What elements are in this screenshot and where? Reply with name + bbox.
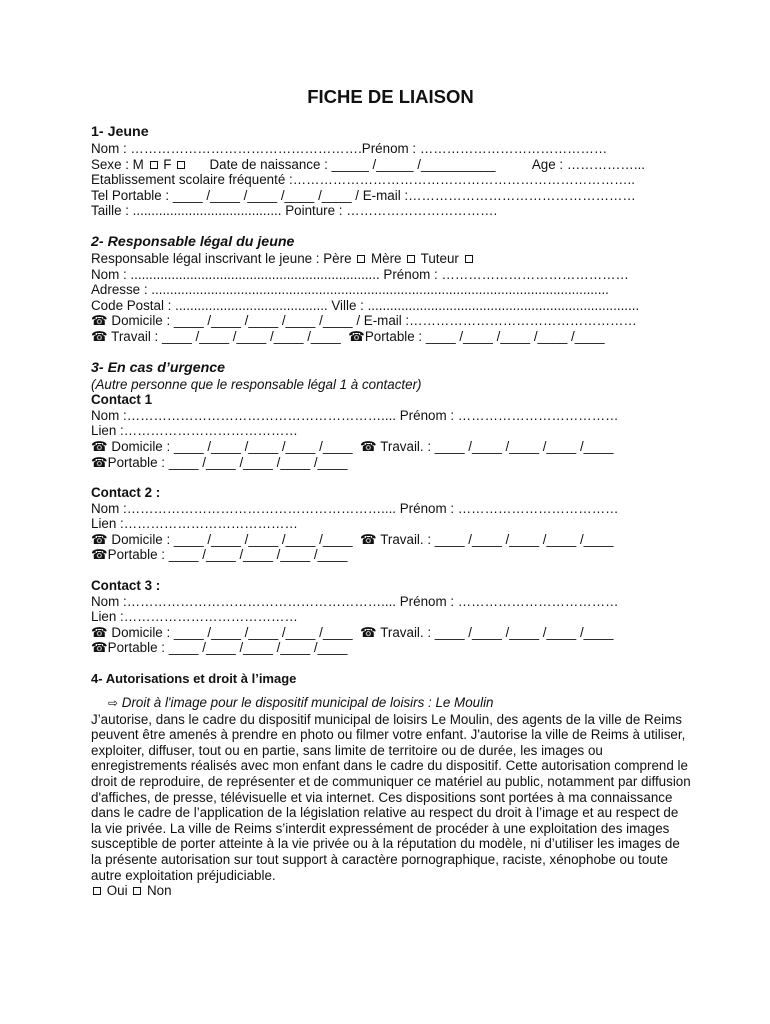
section-urgence bbox=[91, 360, 730, 657]
section-autorisations bbox=[91, 671, 730, 899]
section-jeune bbox=[91, 124, 730, 219]
section-heading-urgence: 3- En cas d’urgence bbox=[91, 359, 226, 376]
tel-email-field[interactable]: Tel Portable : ____ /____ /____ /____ /____ / E-mail :…………………………………………… bbox=[91, 187, 636, 203]
contact-label: Contact 1 bbox=[91, 392, 153, 408]
taille-pointure-field[interactable]: Taille : ........................................ Pointure : ……………………………. bbox=[91, 203, 498, 219]
checkbox-pere[interactable] bbox=[357, 255, 365, 263]
section-heading-autorisations: 4- Autorisations et droit à l’image bbox=[91, 671, 297, 687]
adresse-field[interactable]: Adresse : ........................................................................................................................... bbox=[91, 282, 609, 298]
contact-lien-field[interactable]: Lien :………………………………… bbox=[91, 423, 298, 439]
contact-nom-field[interactable]: Nom :………………………………………………….... Prénom : ……………………………… bbox=[91, 593, 619, 609]
section-heading-jeune: 1- Jeune bbox=[91, 124, 149, 140]
contact-portable-field[interactable]: ☎Portable : ____ /____ /____ /____ /____ bbox=[91, 454, 348, 470]
arrow-right-icon: ⇨ bbox=[108, 696, 119, 711]
travail-portable-field[interactable]: ☎ Travail : ____ /____ /____ /____ /____ ☎Portable : ____ /____ /____ /____ /____ bbox=[91, 328, 605, 344]
contact-label: Contact 2 : bbox=[91, 485, 161, 501]
contact-domicile-travail-field[interactable]: ☎ Domicile : ____ /____ /____ /____ /____ ☎ Travail. : ____ /____ /____ /____ /____ bbox=[91, 531, 614, 547]
checkbox-non[interactable] bbox=[133, 887, 141, 895]
responsable-type-field[interactable]: Responsable légal inscrivant le jeune : Père Mère Tuteur bbox=[91, 251, 730, 267]
contact-domicile-travail-field[interactable]: ☎ Domicile : ____ /____ /____ /____ /____ ☎ Travail. : ____ /____ /____ /____ /____ bbox=[91, 624, 614, 640]
checkbox-f[interactable] bbox=[177, 161, 185, 169]
code-postal-ville-field[interactable]: Code Postal : ......................................... Ville : ......................................................................... bbox=[91, 297, 640, 313]
contact-lien-field[interactable]: Lien :………………………………… bbox=[91, 516, 298, 532]
contact-label: Contact 3 : bbox=[91, 578, 161, 594]
contact-lien-field[interactable]: Lien :………………………………… bbox=[91, 609, 298, 625]
checkbox-m[interactable] bbox=[150, 161, 158, 169]
urgence-subtitle: (Autre personne que le responsable légal 1 à contacter) bbox=[91, 376, 422, 392]
autorisation-paragraph: J’autorise, dans le cadre du dispositif municipal de loisirs Le Moulin, des agents de la ville de Reims peuvent être amenés à prendre en photo ou filmer votre enfant. J'autorise la ville de Reims à utiliser, exploiter, diffuser, tout ou en partie, sans limite de territoire ou de durée, les images ou enregistrements réalisés avec mon enfant dans le cadre du dispositif. Cette autorisation comprend le droit de reproduire, de représenter et de communiquer ce matériel au public, notamment par diffusion d'affiches, de presse, télévisuelle et via internet. Ces dispositions sont portées à ma connaissance dans le cadre de l’application de la législation relative au respect du droit à l’image et au respect de la vie privée. La ville de Reims s’interdit expressément de procéder à une exploitation des images susceptible de porter atteinte à la vie privée ou à la réputation du modèle, ni d’utiliser les images de la présente autorisation sur tout support à caractère pornographique, raciste, xénophobe ou toute autre exploitation préjudiciable. bbox=[91, 711, 691, 883]
contact-portable-field[interactable]: ☎Portable : ____ /____ /____ /____ /____ bbox=[91, 640, 348, 656]
checkbox-oui[interactable] bbox=[93, 887, 101, 895]
contact-nom-field[interactable]: Nom :………………………………………………….... Prénom : ……………………………… bbox=[91, 407, 619, 423]
page-title: FICHE DE LIAISON bbox=[307, 86, 474, 107]
contact-block-3 bbox=[91, 578, 730, 656]
contact-block-2 bbox=[91, 485, 730, 563]
droit-image-title: ⇨ Droit à l'image pour le dispositif municipal de loisirs : Le Moulin bbox=[108, 695, 494, 711]
checkbox-tuteur[interactable] bbox=[465, 255, 473, 263]
oui-non-choice[interactable]: Oui Non bbox=[91, 883, 730, 899]
responsable-nom-field[interactable]: Nom : ................................................................... Prénom : …………………………………… bbox=[91, 266, 629, 282]
contact-domicile-travail-field[interactable]: ☎ Domicile : ____ /____ /____ /____ /____ ☎ Travail. : ____ /____ /____ /____ /____ bbox=[91, 438, 614, 454]
contact-block-1 bbox=[91, 392, 730, 470]
section-responsable bbox=[91, 234, 730, 345]
contact-nom-field[interactable]: Nom :………………………………………………….... Prénom : ……………………………… bbox=[91, 500, 619, 516]
section-heading-responsable: 2- Responsable légal du jeune bbox=[91, 233, 295, 250]
sexe-date-age-field[interactable]: Sexe : M F Date de naissance : _____ /_____ /__________ Age : ……………... bbox=[91, 156, 645, 172]
contact-portable-field[interactable]: ☎Portable : ____ /____ /____ /____ /____ bbox=[91, 547, 348, 563]
etablissement-field[interactable]: Etablissement scolaire fréquenté :………………………………………………………………….. bbox=[91, 172, 635, 188]
domicile-email-field[interactable]: ☎ Domicile : ____ /____ /____ /____ /____ / E-mail :…………………………………………… bbox=[91, 313, 637, 329]
checkbox-mere[interactable] bbox=[407, 255, 415, 263]
nom-prenom-field[interactable]: Nom : …………………………………………….Prénom : …………………………………… bbox=[91, 141, 608, 156]
